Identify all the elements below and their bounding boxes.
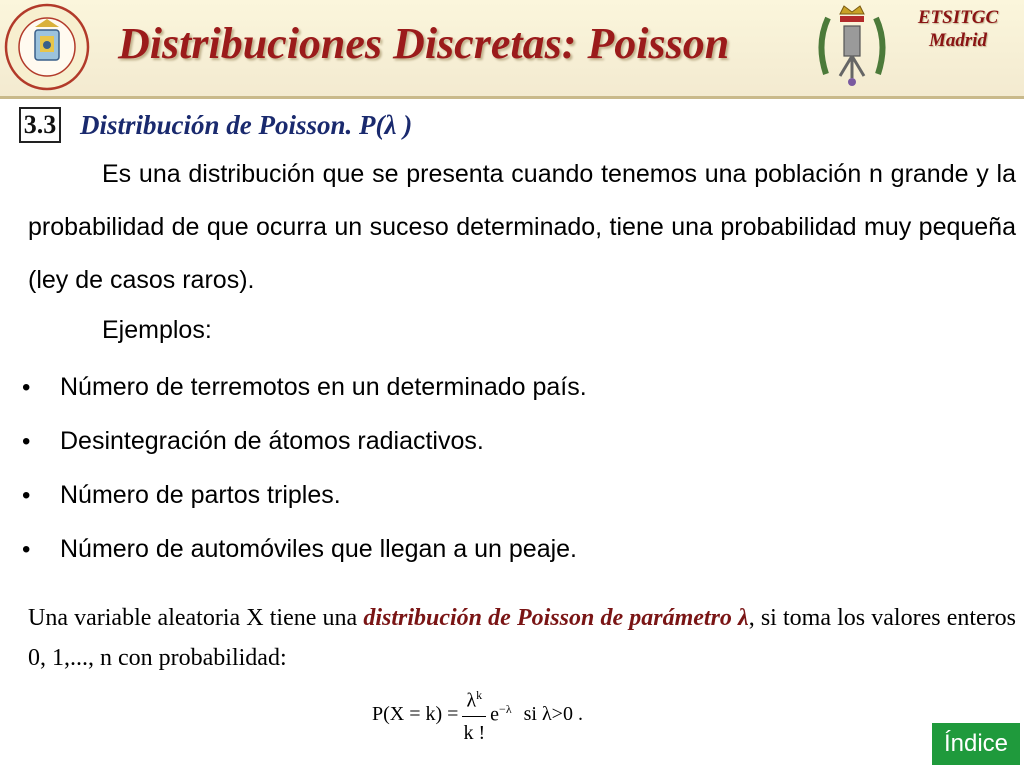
index-button[interactable]: Índice	[932, 723, 1020, 765]
list-item	[22, 360, 587, 414]
section-title: Distribución de Poisson. P(λ )	[80, 110, 413, 140]
example-text: Número de partos triples.	[60, 481, 341, 509]
formula-numerator	[462, 681, 486, 718]
definition-text-start: Una variable aleatoria X tiene una	[28, 605, 364, 631]
formula-lhs: P(X = k) =	[372, 702, 459, 725]
formula-numerator-base: λ	[466, 689, 477, 712]
formula-denominator: k !	[463, 722, 486, 745]
example-text: Número de automóviles que llegan a un peaje.	[60, 535, 578, 563]
definition-emphasis: distribución de Poisson de parámetro λ	[363, 605, 749, 631]
slide-title: Distribuciones Discretas: Poisson	[118, 19, 730, 68]
list-item	[22, 468, 587, 522]
examples-list	[22, 360, 587, 576]
university-seal-logo	[4, 3, 90, 91]
bullet-icon: •	[22, 482, 31, 509]
definition-text-end: , si toma los valores enteros 0, 1,..., n con probabilidad:	[28, 605, 1016, 671]
formula-condition: si λ>0 .	[523, 702, 583, 725]
formula-fraction	[462, 681, 486, 748]
example-text: Desintegración de átomos radiactivos.	[60, 427, 484, 455]
intro-paragraph: Es una distribución que se presenta cuando tenemos una población n grande y la probabilidad de que ocurra un suceso determinado, tiene una probabilidad muy pequeña (ley de casos raros).	[28, 160, 1016, 294]
school-name-line1: ETSITGC	[917, 7, 999, 28]
section-number: 3.3	[19, 107, 61, 143]
school-name-line2: Madrid	[928, 30, 988, 51]
formula-numerator-exponent: k	[476, 687, 483, 702]
formula-exponential	[490, 702, 511, 727]
school-emblem-logo	[814, 4, 890, 88]
bullet-icon: •	[22, 536, 31, 563]
poisson-formula	[372, 680, 583, 748]
formula-exponential-base: e	[490, 703, 500, 726]
header-divider	[0, 96, 1024, 99]
example-text: Número de terremotos en un determinado país.	[60, 373, 587, 401]
formula-exponential-exponent: −λ	[499, 701, 512, 716]
bullet-icon: •	[22, 374, 31, 401]
definition-paragraph	[28, 598, 1016, 678]
examples-label: Ejemplos:	[102, 316, 212, 344]
bullet-icon: •	[22, 428, 31, 455]
school-name	[898, 6, 1018, 52]
list-item	[22, 414, 587, 468]
list-item	[22, 522, 587, 576]
